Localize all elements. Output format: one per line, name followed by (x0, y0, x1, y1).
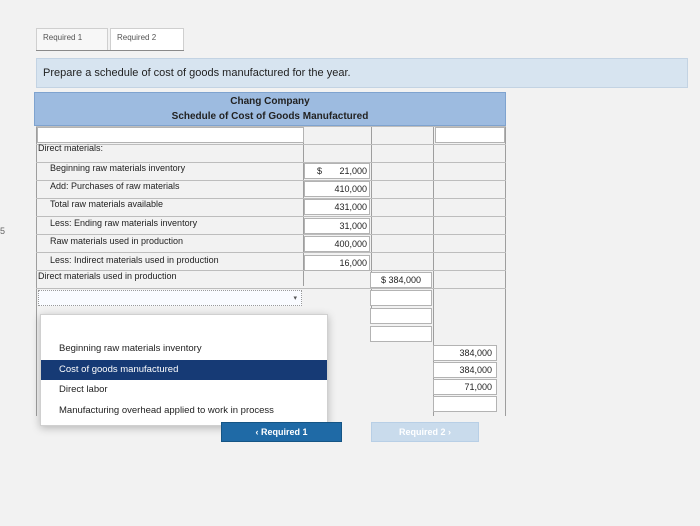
next-required-button[interactable]: Required 2 › (371, 422, 479, 442)
column-divider-4 (505, 126, 506, 416)
input-beginning-raw[interactable] (304, 163, 370, 179)
input-right-1[interactable] (433, 345, 497, 361)
empty-input-3[interactable] (370, 326, 432, 342)
tab-required-2[interactable]: Required 2 (110, 28, 184, 50)
dropdown-options-list (40, 314, 328, 426)
row-line (36, 234, 506, 235)
value-total-available: 431,000 (334, 202, 367, 212)
option-manufacturing-overhead[interactable]: Manufacturing overhead applied to work in process (59, 405, 274, 416)
input-total-available[interactable] (304, 199, 370, 215)
label-indirect-materials: Less: Indirect materials used in production (50, 255, 219, 265)
value-direct-used: $ 384,000 (381, 275, 422, 285)
value-right-3: 71,000 (464, 382, 492, 392)
input-raw-used[interactable] (304, 236, 370, 252)
empty-input-1[interactable] (370, 290, 432, 306)
label-ending-raw: Less: Ending raw materials inventory (50, 218, 198, 228)
tab-required-1[interactable]: Required 1 (36, 28, 108, 50)
dollar-sign: $ (317, 166, 323, 176)
header-row-input[interactable] (37, 127, 304, 143)
option-cost-of-goods-manufactured[interactable]: Cost of goods manufactured (41, 360, 327, 380)
question-prompt (36, 58, 688, 88)
account-dropdown[interactable] (38, 290, 302, 306)
label-direct-materials: Direct materials: (38, 143, 104, 153)
label-raw-used: Raw materials used in production (50, 236, 184, 246)
empty-input-2[interactable] (370, 308, 432, 324)
prev-required-button[interactable]: ‹ Required 1 (221, 422, 342, 442)
value-indirect-materials: 16,000 (339, 258, 367, 268)
input-right-4[interactable] (433, 396, 497, 412)
input-right-2[interactable] (433, 362, 497, 378)
tab-underline (36, 50, 184, 51)
label-purchases: Add: Purchases of raw materials (50, 181, 180, 191)
schedule-title: Schedule of Cost of Goods Manufactured (171, 111, 369, 122)
prompt-text: Prepare a schedule of cost of goods manufactured for the year. (43, 67, 351, 79)
label-beginning-raw: Beginning raw materials inventory (50, 163, 186, 173)
value-ending-raw: 31,000 (339, 221, 367, 231)
row-line (36, 288, 506, 289)
row-line (36, 144, 506, 145)
value-beginning-raw: 21,000 (339, 166, 367, 176)
schedule-header (34, 92, 506, 126)
margin-marker: 5 (0, 226, 6, 236)
input-direct-used-total[interactable] (370, 272, 432, 288)
value-right-2: 384,000 (459, 365, 492, 375)
option-direct-labor[interactable]: Direct labor (59, 384, 108, 395)
value-raw-used: 400,000 (334, 239, 367, 249)
row-line (36, 252, 506, 253)
company-name: Chang Company (230, 96, 310, 107)
value-right-1: 384,000 (459, 348, 492, 358)
input-ending-raw[interactable] (304, 218, 370, 234)
row-line (36, 216, 506, 217)
value-purchases: 410,000 (334, 184, 367, 194)
input-indirect-materials[interactable] (304, 255, 370, 271)
header-total-input[interactable] (435, 127, 505, 143)
input-purchases[interactable] (304, 181, 370, 197)
table-left-border (36, 126, 37, 416)
label-total-available: Total raw materials available (50, 199, 164, 209)
input-right-3[interactable] (433, 379, 497, 395)
label-direct-used: Direct materials used in production (38, 271, 177, 281)
chevron-down-icon: ▾ (293, 295, 297, 302)
option-beginning-raw[interactable]: Beginning raw materials inventory (59, 343, 202, 354)
